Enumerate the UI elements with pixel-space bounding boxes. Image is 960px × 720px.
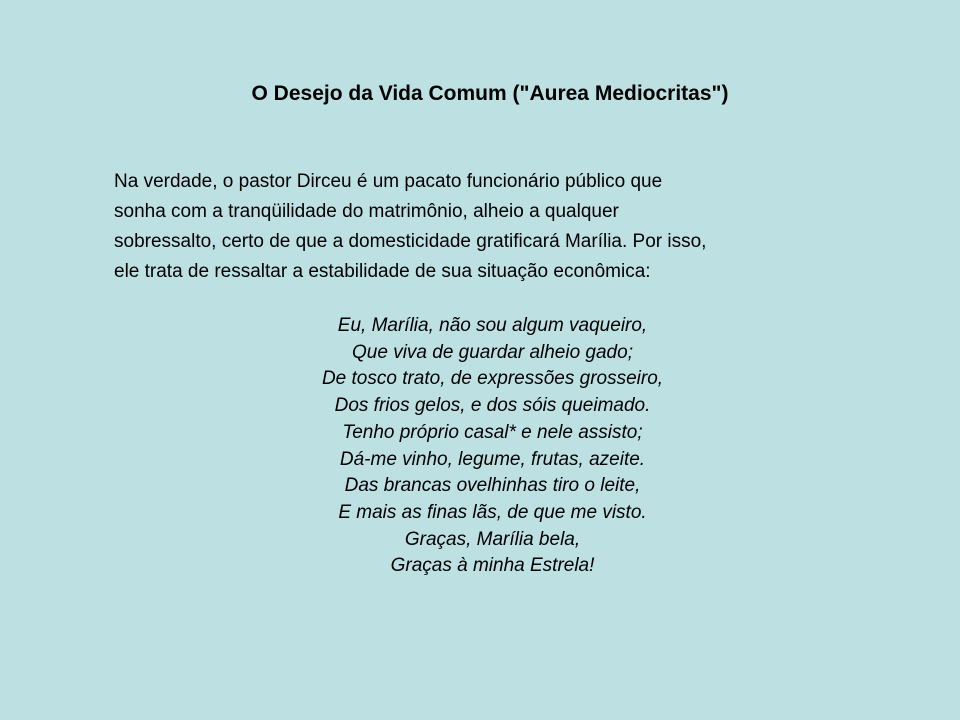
poem-line: Graças, Marília bela,	[404, 528, 581, 550]
slide-title: O Desejo da Vida Comum ("Aurea Mediocritas")	[251, 82, 729, 105]
poem-line: E mais as finas lãs, de que me visto.	[338, 501, 647, 523]
poem-line: Dá-me vinho, legume, frutas, azeite.	[339, 448, 646, 470]
intro-line: sonha com a tranqüilidade do matrimônio, alheio a qualquer	[114, 201, 619, 222]
poem-line: Dos frios gelos, e dos sóis queimado.	[334, 395, 651, 417]
poem-line: Que viva de guardar alheio gado;	[352, 341, 633, 363]
poem-stanza	[0, 313, 960, 580]
poem-line: Graças à minha Estrela!	[390, 555, 595, 577]
intro-line: Na verdade, o pastor Dirceu é um pacato funcionário público que	[114, 171, 663, 192]
poem-line: Das brancas ovelhinhas tiro o leite,	[344, 475, 641, 497]
intro-line: ele trata de ressaltar a estabilidade de sua situação econômica:	[114, 261, 651, 282]
poem-line: Eu, Marília, não sou algum vaqueiro,	[337, 315, 648, 336]
poem-line: Tenho próprio casal* e nele assisto;	[342, 421, 643, 443]
intro-paragraph	[114, 167, 874, 287]
poem-line: De tosco trato, de expressões grosseiro,	[321, 368, 664, 390]
intro-line: sobressalto, certo de que a domesticidade gratificará Marília. Por isso,	[114, 231, 707, 252]
